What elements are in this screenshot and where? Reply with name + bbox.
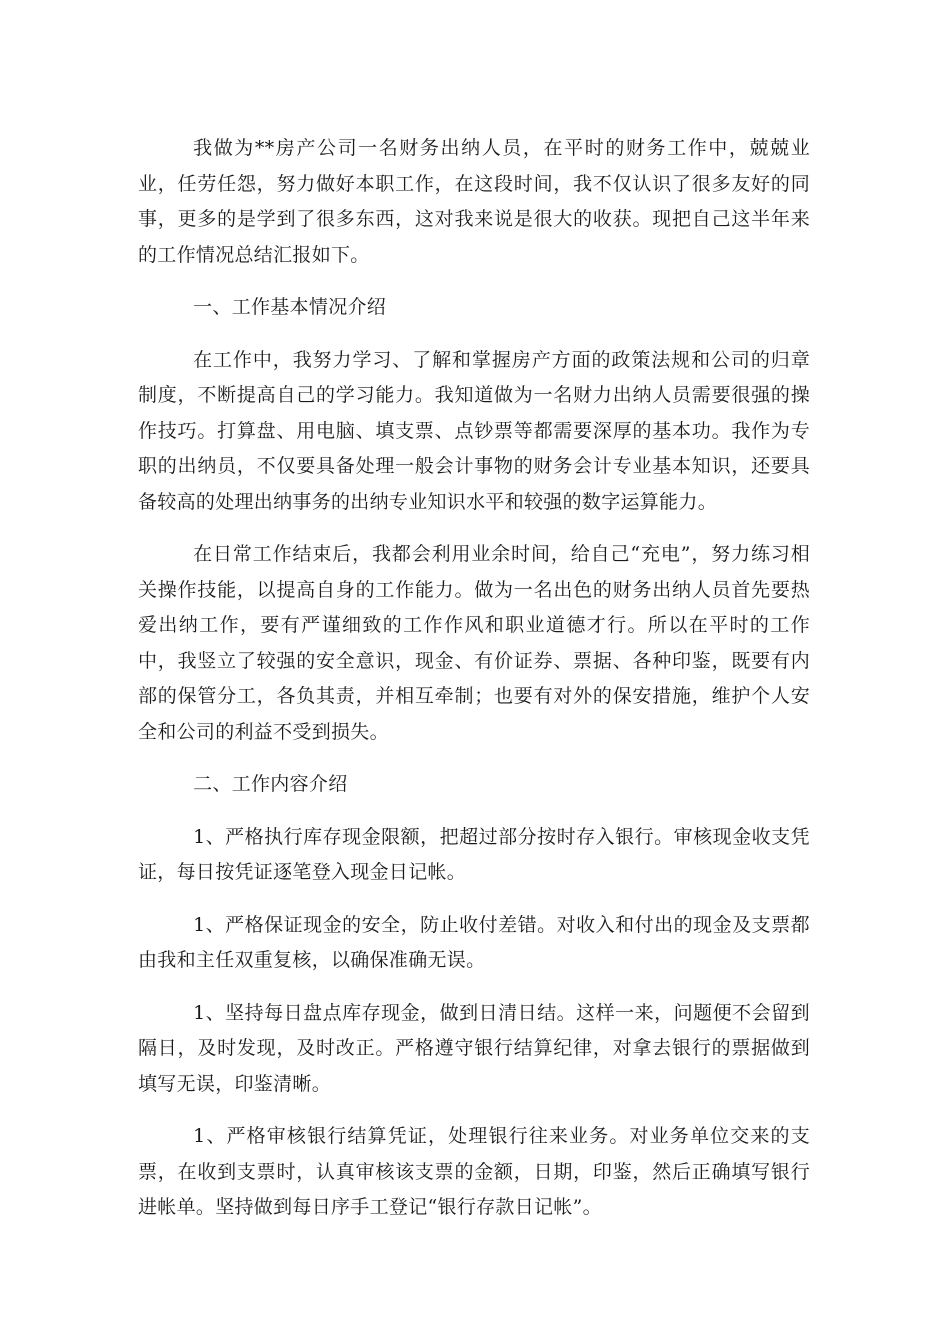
list-item: 1、严格保证现金的安全，防止收付差错。对收入和付出的现金及支票都由我和主任双重复核，以确保准确无误。 [138, 913, 810, 971]
list-item: 1、严格审核银行结算凭证，处理银行往来业务。对业务单位交来的支票，在收到支票时，认真审核该支票的金额，日期，印鉴，然后正确填写银行进帐单。坚持做到每日序手工登记“银行存款日记帐”。 [138, 1125, 810, 1218]
body-paragraph: 在工作中，我努力学习、了解和掌握房产方面的政策法规和公司的归章制度，不断提高自己的学习能力。我知道做为一名财力出纳人员需要很强的操作技巧。打算盘、用电脑、填支票、点钞票等都需要深厚的基本功。我作为专职的出纳员，不仅要具备处理一般会计事物的财务会计专业基本知识，还要具备较高的处理出纳事务的出纳专业知识水平和较强的数字运算能力。 [138, 348, 810, 513]
document-body [138, 131, 810, 1243]
list-item: 1、严格执行库存现金限额，把超过部分按时存入银行。审核现金收支凭证，每日按凭证逐笔登入现金日记帐。 [138, 825, 810, 883]
list-item: 1、坚持每日盘点库存现金，做到日清日结。这样一来，问题便不会留到隔日，及时发现，及时改正。严格遵守银行结算纪律，对拿去银行的票据做到填写无误，印鉴清晰。 [138, 1001, 810, 1095]
section-heading-2: 二、工作内容介绍 [193, 773, 348, 795]
body-paragraph: 在日常工作结束后，我都会利用业余时间，给自己“充电”，努力练习相关操作技能，以提高自身的工作能力。做为一名出色的财务出纳人员首先要热爱出纳工作，要有严谨细致的工作作风和职业道德才行。所以在平时的工作中，我竖立了较强的安全意识，现金、有价证券、票据、各种印鉴，既要有内部的保管分工，各负其责，并相互牵制；也要有对外的保安措施，维护个人安全和公司的利益不受到损失。 [138, 543, 810, 743]
section-heading-1: 一、工作基本情况介绍 [193, 296, 387, 318]
intro-paragraph: 我做为**房产公司一名财务出纳人员，在平时的财务工作中，兢兢业业，任劳任怨，努力做好本职工作，在这段时间，我不仅认识了很多友好的同事，更多的是学到了很多东西，这对我来说是很大的收获。现把自己这半年来的工作情况总结汇报如下。 [138, 137, 810, 266]
